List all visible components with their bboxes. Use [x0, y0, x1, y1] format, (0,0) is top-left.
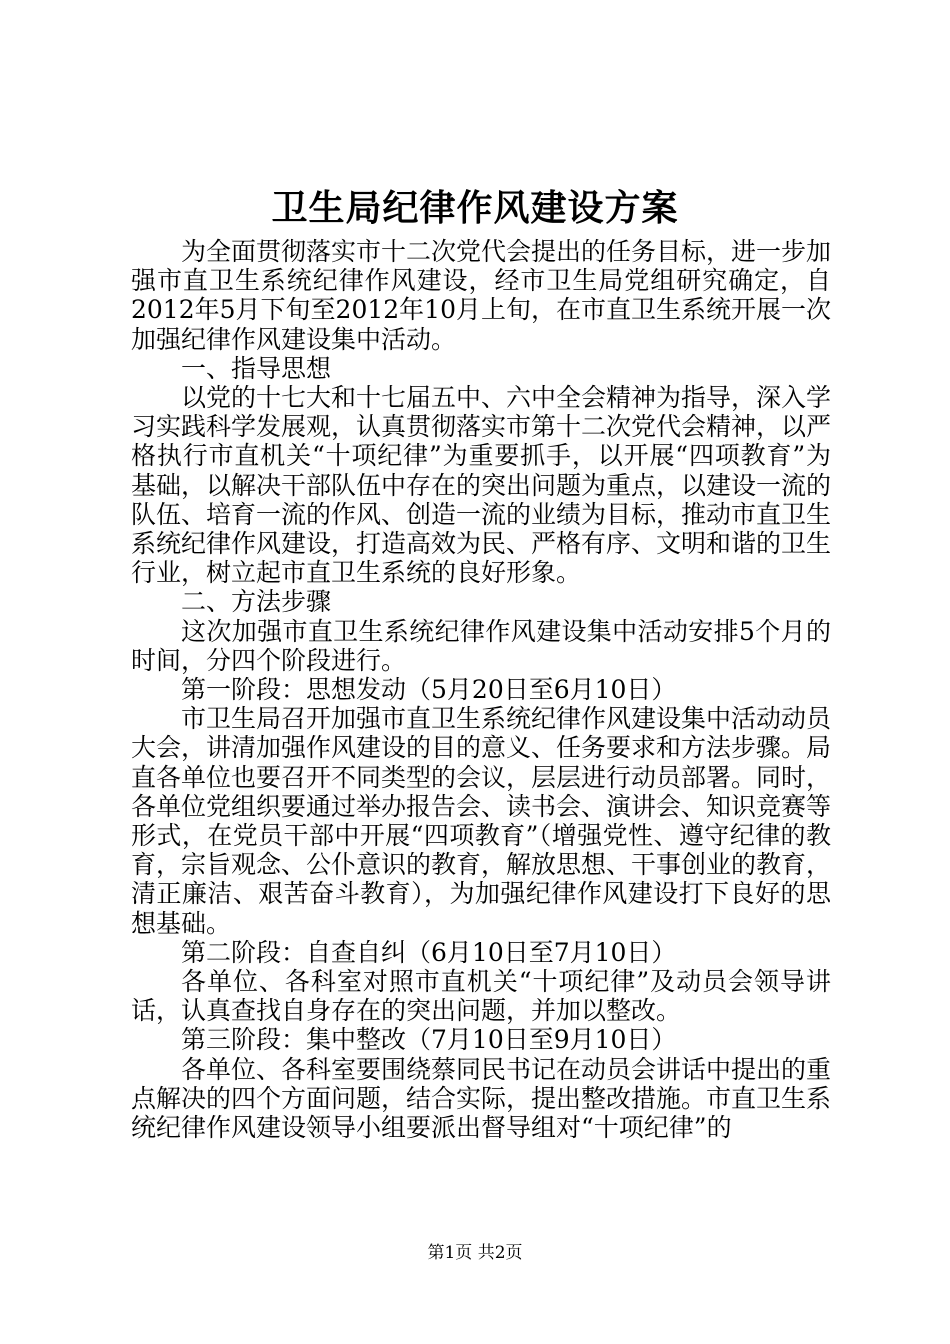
- section-heading-method-steps: 二、方法步骤: [181, 587, 332, 617]
- stage-one-paragraph: 市卫生局召开加强市直卫生系统纪律作风建设集中活动动员大会，讲清加强作风建设的目的意义、任务要求和方法步骤。局直各单位也要召开不同类型的会议，层层进行动员部署。同时，各单位党组织要通过举办报告会、读书会、演讲会、知识竞赛等形式，在党员干部中开展“四项教育”（增强党性、遵守纪律的教育，宗旨观念、公仆意识的教育，解放思想、干事创业的教育，清正廉洁、艰苦奋斗教育），为加强纪律作风建设打下良好的思想基础。: [131, 704, 832, 938]
- method-steps-paragraph: 这次加强市直卫生系统纪律作风建设集中活动安排5个月的时间，分四个阶段进行。: [131, 616, 831, 675]
- document-body: [131, 237, 831, 1142]
- document-title: 卫生局纪律作风建设方案: [271, 187, 679, 229]
- section-heading-guiding-thought: 一、指导思想: [181, 353, 332, 383]
- stage-one-heading: 第一阶段：思想发动（5月20日至6月10日）: [181, 675, 677, 705]
- stage-three-heading: 第三阶段：集中整改（7月10日至9月10日）: [181, 1025, 677, 1055]
- page-number-footer: 第1页 共2页: [427, 1243, 523, 1263]
- stage-three-paragraph: 各单位、各科室要围绕蔡同民书记在动员会讲话中提出的重点解决的四个方面问题，结合实际，提出整改措施。市直卫生系统纪律作风建设领导小组要派出督导组对“十项纪律”的: [131, 1054, 832, 1143]
- intro-paragraph: 为全面贯彻落实市十二次党代会提出的任务目标，进一步加强市直卫生系统纪律作风建设，经市卫生局党组研究确定，自2012年5月下旬至2012年10月上旬，在市直卫生系统开展一次加强纪律作风建设集中活动。: [131, 237, 832, 354]
- stage-two-paragraph: 各单位、各科室对照市直机关“十项纪律”及动员会领导讲话，认真查找自身存在的突出问题，并加以整改。: [131, 967, 831, 1026]
- guiding-thought-paragraph: 以党的十七大和十七届五中、六中全会精神为指导，深入学习实践科学发展观，认真贯彻落实市第十二次党代会精神，以严格执行市直机关“十项纪律”为重要抓手，以开展“四项教育”为基础，以解决干部队伍中存在的突出问题为重点，以建设一流的队伍、培育一流的作风、创造一流的业绩为目标，推动市直卫生系统纪律作风建设，打造高效为民、严格有序、文明和谐的卫生行业，树立起市直卫生系统的良好形象。: [131, 383, 832, 588]
- stage-two-heading: 第二阶段：自查自纠（6月10日至7月10日）: [181, 937, 677, 967]
